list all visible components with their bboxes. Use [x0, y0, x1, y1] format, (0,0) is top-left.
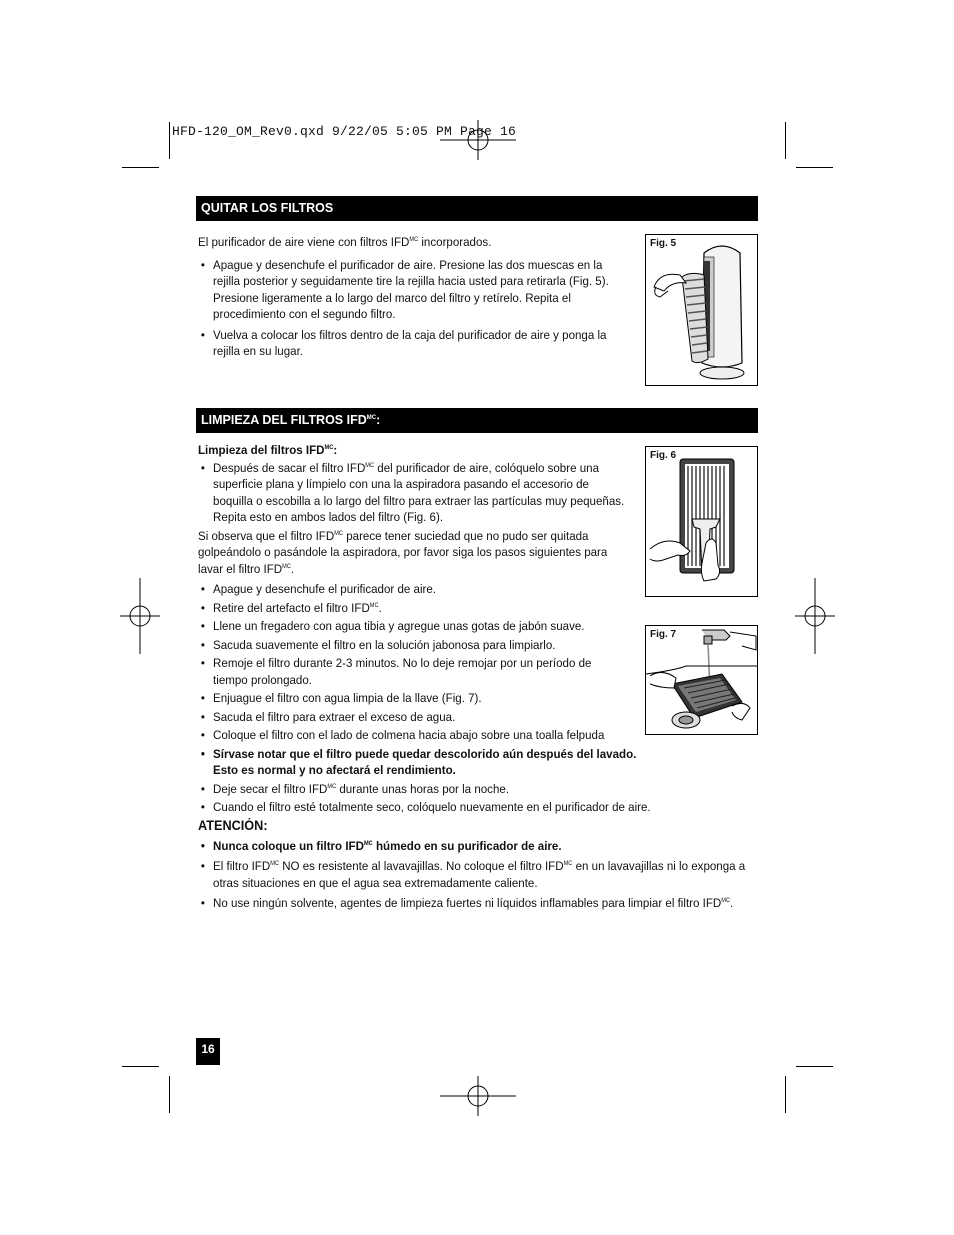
section1-bullets: [198, 257, 626, 360]
list-item: • Cuando el filtro esté totalmente seco, colóquelo nuevamente en el purificador de aire.: [198, 799, 640, 816]
crop-mark: [169, 122, 170, 159]
list-item: • Apague y desenchufe el purificador de aire. Presione las dos muescas en la rejilla posterior y seguidamente tire la rejilla hacia usted para retirarla (Fig. 5). Presione ligeramente a lo largo del marco del filtro y retírelo. Repita el procedimiento con el segundo filtro.: [198, 257, 626, 323]
figure-5: [645, 234, 758, 386]
list-item: • No use ningún solvente, agentes de limpieza fuertes ni líquidos inflamables para limpiar el filtro $IFD^{MC}$.: [198, 895, 757, 912]
wash-steps: [198, 581, 651, 816]
list-item: • Sacuda el filtro para extraer el exceso de agua.: [198, 709, 640, 726]
attention-title: ATENCIÓN:: [198, 818, 268, 833]
list-item: • El filtro $IFD^{MC}$ NO es resistente al lavavajillas. No coloque el filtro $IFD^{MC}$ en un lavavajillas ni lo exponga a otras situaciones en que el agua sea extremadamente caliente.: [198, 858, 757, 891]
filter-rinse-illustration: [646, 626, 758, 735]
print-slug: HFD-120_OM_Rev0.qxd 9/22/05 5:05 PM Page 16: [172, 124, 517, 139]
wash-intro-paragraph: Si observa que el filtro $IFD^{MC}$ parece tener suciedad que no pudo ser quitada golpeándolo o pasándole la aspiradora, por favor siga los pasos siguientes para lavar el filtro $IFD^{MC}$.: [198, 528, 608, 576]
section1-body: [198, 234, 626, 362]
list-item: • Llene un fregadero con agua tibia y agregue unas gotas de jabón suave.: [198, 618, 640, 635]
page-number: 16: [196, 1038, 220, 1065]
crop-mark: [796, 1066, 833, 1067]
air-purifier-illustration: [646, 235, 758, 386]
list-item: • Después de sacar el filtro $IFD^{MC}$ del purificador de aire, colóquelo sobre una superficie plana y límpielo con una la aspiradora pasando el accesorio de boquilla o escobilla a lo largo del filtro para extraer las partículas muy pequeñas. Repita esto en ambos lados del filtro (Fig. 6).: [198, 460, 626, 526]
section-title-quitar-filtros: QUITAR LOS FILTROS: [196, 196, 758, 221]
attention-bullets: [198, 838, 757, 912]
intro-paragraph: El purificador de aire viene con filtros $IFD^{MC}$ incorporados.: [198, 235, 492, 249]
registration-mark-left: [120, 578, 160, 654]
figure-6: [645, 446, 758, 597]
list-item: • Coloque el filtro con el lado de colmena hacia abajo sobre una toalla felpuda: [198, 727, 640, 744]
list-item: • Remoje el filtro durante 2-3 minutos. No lo deje remojar por un período de tiempo prolongado.: [198, 655, 608, 688]
section2-body: [198, 442, 651, 818]
crop-mark: [122, 167, 159, 168]
crop-mark: [122, 1066, 159, 1067]
list-item: • Enjuague el filtro con agua limpia de la llave (Fig. 7).: [198, 690, 640, 707]
crop-mark: [785, 1076, 786, 1113]
list-item: • Sacuda suavemente el filtro en la solución jabonosa para limpiarlo.: [198, 637, 640, 654]
section-title-limpieza: LIMPIEZA DEL FILTROS $IFD^{MC}$:: [196, 408, 758, 433]
crop-mark: [169, 1076, 170, 1113]
list-item: • Vuelva a colocar los filtros dentro de la caja del purificador de aire y ponga la rejilla en su lugar.: [198, 327, 626, 360]
list-item: • Deje secar el filtro $IFD^{MC}$ durante unas horas por la noche.: [198, 781, 640, 798]
figure-label: Fig. 5: [650, 238, 677, 249]
registration-mark-right: [795, 578, 835, 654]
list-item: • Sírvase notar que el filtro puede quedar descolorido aún después del lavado. Esto es normal y no afectará el rendimiento.: [198, 746, 655, 779]
vacuum-bullets: [198, 460, 626, 526]
crop-mark: [796, 167, 833, 168]
list-item: • Nunca coloque un filtro $IFD^{MC}$ húmedo en su purificador de aire.: [198, 838, 757, 855]
figure-7: [645, 625, 758, 735]
list-item: • Apague y desenchufe el purificador de aire.: [198, 581, 640, 598]
list-item: • Retire del artefacto el filtro $IFD^{MC}$.: [198, 600, 640, 617]
figure-label: Fig. 6: [650, 450, 677, 461]
subheading: Limpieza del filtros $IFD^{MC}$:: [198, 443, 338, 457]
registration-mark-bottom: [440, 1076, 516, 1116]
crop-mark: [785, 122, 786, 159]
attention-block: [198, 818, 757, 914]
filter-vacuum-illustration: [646, 447, 758, 597]
figure-label: Fig. 7: [650, 629, 677, 640]
